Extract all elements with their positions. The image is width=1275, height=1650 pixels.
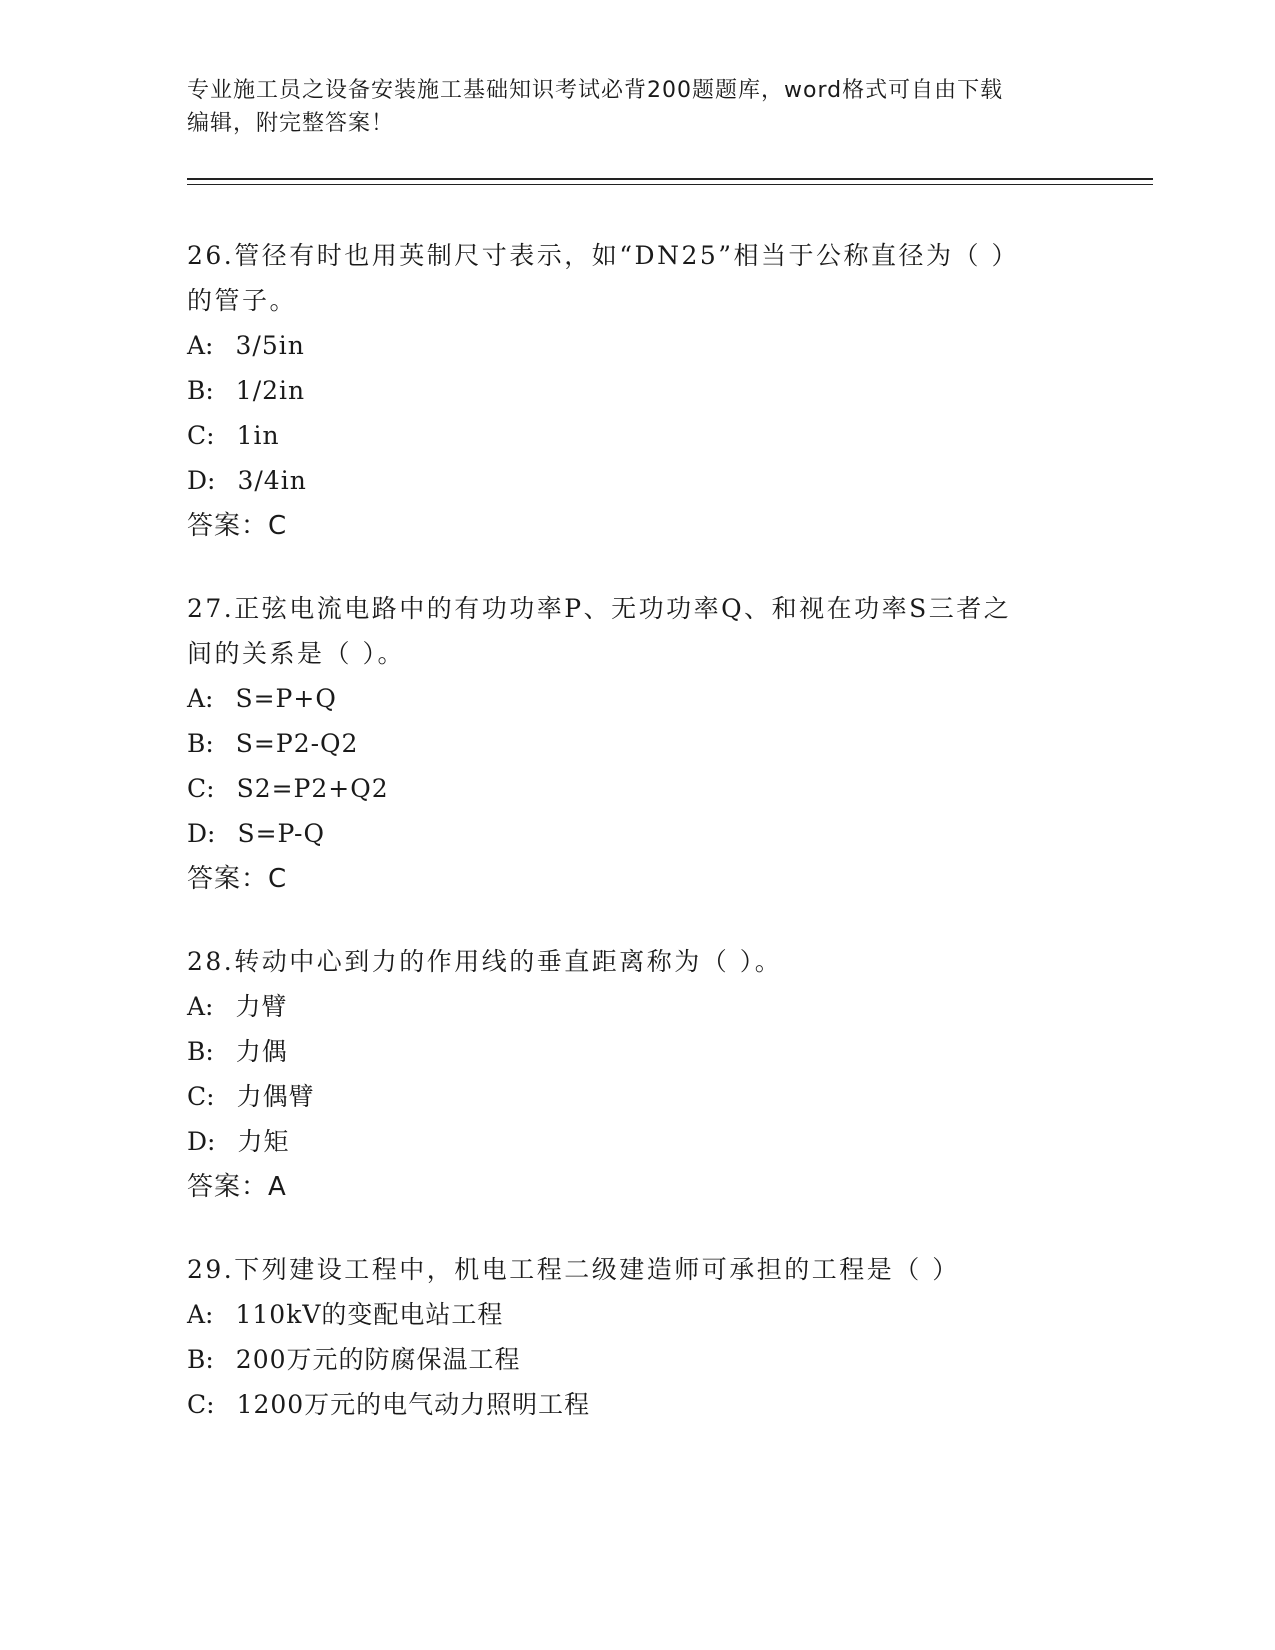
stem-line: 29.下列建设工程中，机电工程二级建造师可承担的工程是（ ） [187,1255,960,1284]
option-key: C: [187,1390,215,1419]
answer-line: 答案：C [187,511,288,541]
question-stem [187,939,1067,984]
option-a [187,984,1067,1029]
option-d [187,1119,1067,1164]
question-list [187,233,1067,1464]
option-key: A: [187,1300,214,1329]
option-b [187,721,1067,766]
option-b [187,1337,1067,1382]
question-28 [187,939,1067,1210]
stem-line: 27.正弦电流电路中的有功功率P、无功功率Q、和视在功率S三者之 [187,594,1012,623]
option-c [187,1074,1067,1119]
option-text: 1/2in [235,376,306,405]
option-text: 力矩 [237,1127,290,1156]
answer-line: 答案：C [187,864,288,894]
option-text: 力偶臂 [236,1082,315,1111]
option-key: A: [187,684,214,713]
stem-line: 26.管径有时也用英制尺寸表示，如“DN25”相当于公称直径为（ ） [187,241,1019,270]
option-key: C: [187,774,215,803]
option-b [187,368,1067,413]
option-text: S=P+Q [235,684,337,713]
header-line-2: 编辑，附完整答案！ [187,111,395,136]
option-a [187,676,1067,721]
option-text: S=P-Q [237,819,325,848]
question-stem [187,1247,1067,1292]
option-key: A: [187,992,214,1021]
option-text: S=P2-Q2 [235,729,359,758]
option-key: D: [187,466,216,495]
option-d [187,811,1067,856]
option-c [187,1382,1067,1427]
option-text: 1in [236,421,280,450]
option-key: B: [187,376,214,405]
option-text: 1200万元的电气动力照明工程 [236,1390,591,1419]
option-d [187,458,1067,503]
option-text: 3/5in [235,331,305,360]
option-text: 力臂 [235,992,288,1021]
header-rule-thin [187,184,1153,185]
document-header [187,74,1067,140]
option-key: B: [187,1345,214,1374]
option-text: 200万元的防腐保温工程 [235,1345,521,1374]
option-key: D: [187,819,216,848]
question-stem [187,586,1067,676]
option-a [187,1292,1067,1337]
option-a [187,323,1067,368]
question-29 [187,1247,1067,1427]
stem-line: 28.转动中心到力的作用线的垂直距离称为（ ）。 [187,947,783,976]
option-key: D: [187,1127,216,1156]
question-stem [187,233,1067,323]
option-c [187,413,1067,458]
option-key: C: [187,421,215,450]
option-text: 力偶 [235,1037,288,1066]
stem-line: 的管子。 [187,286,298,315]
option-c [187,766,1067,811]
option-text: 110kV的变配电站工程 [235,1300,504,1329]
stem-line: 间的关系是（ ）。 [187,639,405,668]
option-key: A: [187,331,214,360]
option-key: B: [187,729,214,758]
option-key: C: [187,1082,215,1111]
option-text: 3/4in [237,466,307,495]
question-27 [187,586,1067,902]
option-b [187,1029,1067,1074]
option-key: B: [187,1037,214,1066]
header-rule-thick [187,178,1153,180]
option-text: S2=P2+Q2 [236,774,389,803]
answer-line: 答案：A [187,1172,287,1202]
header-line-1: 专业施工员之设备安装施工基础知识考试必背200题题库，word格式可自由下载 [187,78,1004,103]
question-26 [187,233,1067,549]
